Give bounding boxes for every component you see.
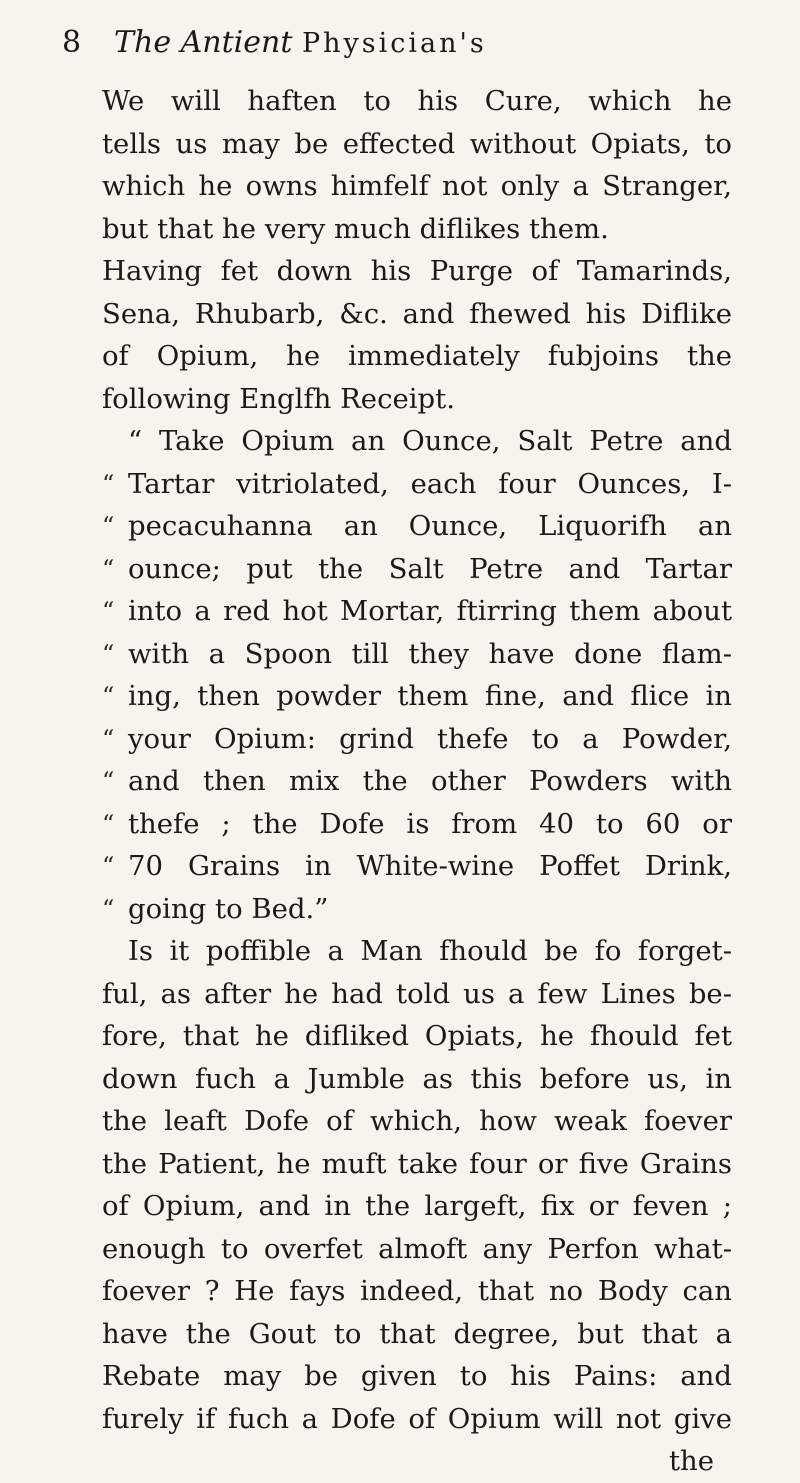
text-line: furely if fuch a Dofe of Opium will not give [102, 1402, 732, 1435]
quote-mark: “ [102, 767, 115, 795]
text-line: of Opium, he immediately fubjoins the [102, 340, 732, 372]
text-line: of Opium, and in the largeft, fix or feven ; [102, 1190, 732, 1222]
text-line: the Patient, he muft take four or five Grains [102, 1147, 732, 1180]
quote-line: “ ounce; put the Salt Petre and Tartar [102, 548, 732, 591]
text-line: which he owns himfelf not only a Stranger, [102, 170, 732, 202]
text-line: the leaft Dofe of which, how weak foever [102, 1105, 732, 1137]
text-line: ful, as after he had told us a few Lines be- [102, 977, 732, 1010]
catchword: the [668, 1445, 714, 1477]
text-line: but that he very much diflikes them. [102, 212, 609, 245]
text-line: have the Gout to that degree, but that a [102, 1317, 732, 1350]
quote-mark: “ [102, 852, 115, 880]
quote-line: “ with a Spoon till they have done flam- [102, 633, 732, 676]
quote-mark: “ [102, 894, 115, 923]
body-text [102, 80, 732, 1483]
text-line: Having fet down his Purge of Tamarinds, [102, 255, 732, 287]
quote-line: “ ing, then powder them fine, and flice in [102, 675, 732, 718]
running-header [62, 20, 762, 66]
text-line: foever ? He fays indeed, that no Body can [102, 1275, 732, 1307]
quote-mark: “ [102, 554, 115, 583]
quote-line: “ 70 Grains in White-wine Poffet Drink, [102, 845, 732, 888]
quote-mark: “ [102, 724, 115, 753]
quote-line: “ going to Bed.” [102, 888, 732, 931]
text-line: enough to overfet almoft any Perfon what- [102, 1232, 732, 1265]
quote-line: “ pecacuhanna an Ounce, Liquorifh an [102, 505, 732, 548]
text-line: down fuch a Jumble as this before us, in [102, 1062, 732, 1095]
quote-line: “ and then mix the other Powders with [102, 760, 732, 803]
text-line: Rebate may be given to his Pains: and [102, 1360, 732, 1392]
running-title-italic: The Antient [114, 25, 302, 60]
quote-mark: “ [102, 512, 115, 540]
quote-line: “ Take Opium an Ounce, Salt Petre and [128, 425, 732, 457]
quote-mark: “ [102, 597, 115, 625]
running-title-caps: Physician's [301, 28, 487, 59]
quote-line: “ your Opium: grind thefe to a Powder, [102, 718, 732, 761]
quote-mark: “ [102, 682, 115, 710]
text-line: Sena, Rhubarb, &c. and fhewed his Diflike [102, 297, 732, 330]
text-line: We will haften to his Cure, which he [102, 85, 732, 117]
text-line: tells us may be effected without Opiats, to [102, 127, 732, 160]
quote-line: “ thefe ; the Dofe is from 40 to 60 or [102, 803, 732, 846]
quote-mark: “ [102, 809, 115, 838]
quote-mark: “ [102, 639, 115, 668]
text-line: fore, that he difliked Opiats, he fhould fet [102, 1020, 732, 1052]
quote-line: “ into a red hot Mortar, ftirring them about [102, 590, 732, 633]
text-line: Is it poffible a Man fhould be fo forget- [128, 935, 732, 967]
page-number: 8 [62, 25, 82, 60]
quote-line: “ Tartar vitriolated, each four Ounces, I- [102, 463, 732, 506]
text-line: following Englfh Receipt. [102, 382, 455, 415]
quote-mark: “ [102, 469, 115, 498]
